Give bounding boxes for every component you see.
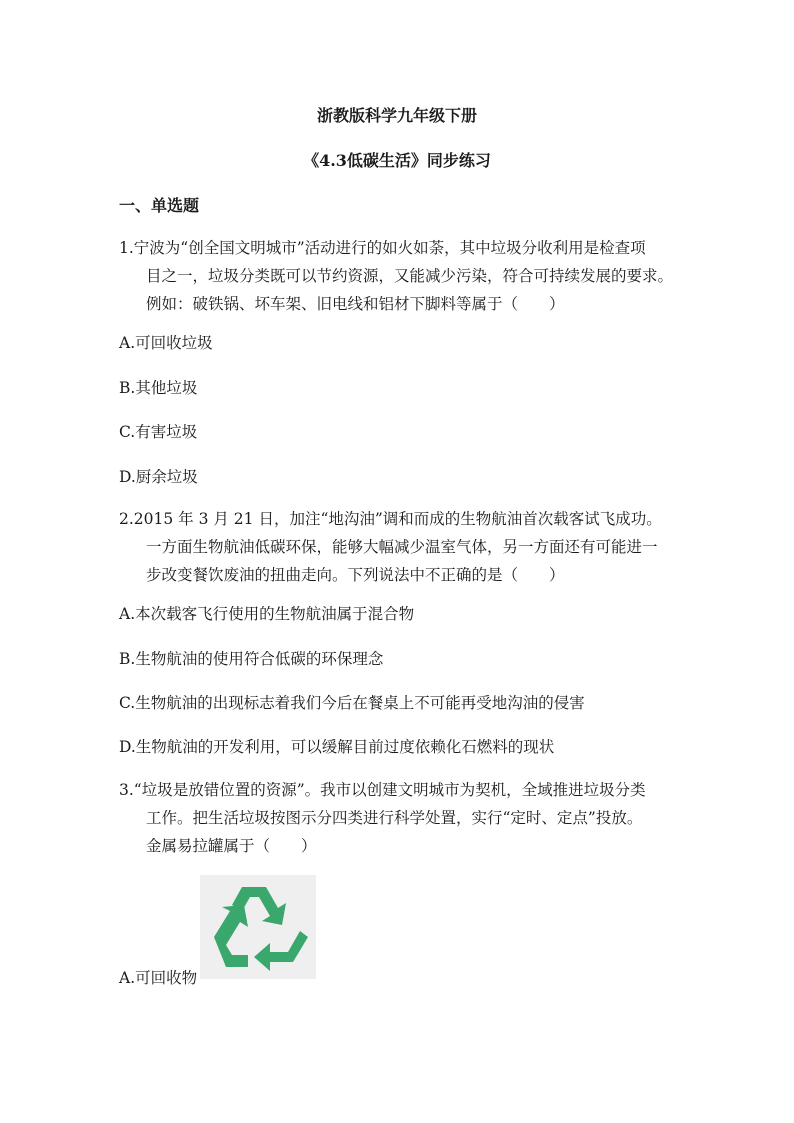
- question-2-option-b: B.生物航油的使用符合低碳的环保理念: [119, 650, 384, 668]
- recycle-arrows: [214, 887, 308, 971]
- question-1-option-a: A.可回收垃圾: [119, 334, 213, 352]
- recycle-icon: [200, 875, 316, 979]
- question-3-line-3: 金属易拉罐属于（ ）: [146, 837, 317, 855]
- question-3-option-a: A.可回收物: [119, 969, 198, 987]
- question-1-line-3: 例如：破铁锅、坏车架、旧电线和铝材下脚料等属于（ ）: [146, 295, 565, 313]
- question-2-option-a: A.本次载客飞行使用的生物航油属于混合物: [119, 605, 415, 623]
- document-title: 浙教版科学九年级下册: [316, 106, 477, 125]
- question-1-line-2: 目之一，垃圾分类既可以节约资源，又能减少污染，符合可持续发展的要求。: [146, 267, 674, 285]
- question-1-option-b: B.其他垃圾: [119, 379, 198, 397]
- question-1-option-d: D.厨余垃圾: [119, 468, 198, 486]
- question-2-option-c: C.生物航油的出现标志着我们今后在餐桌上不可能再受地沟油的侵害: [119, 694, 585, 712]
- question-2-option-d: D.生物航油的开发利用，可以缓解目前过度依赖化石燃料的现状: [119, 738, 555, 756]
- question-1: [119, 234, 699, 318]
- question-3-line-1: 3.“垃圾是放错位置的资源”。我市以创建文明城市为契机，全域推进垃圾分类: [119, 781, 646, 799]
- question-3: [119, 776, 699, 860]
- question-1-option-c: C.有害垃圾: [119, 423, 198, 441]
- document-subtitle: 《4.3低碳生活》同步练习: [303, 151, 491, 170]
- recycle-image: [200, 875, 316, 979]
- question-2-line-1: 2.2015 年 3 月 21 日，加注“地沟油”调和而成的生物航油首次载客试飞成功。: [119, 510, 662, 528]
- question-3-line-2: 工作。把生活垃圾按图示分四类进行科学处置，实行“定时、定点”投放。: [146, 809, 643, 827]
- question-2-line-3: 步改变餐饮废油的扭曲走向。下列说法中不正确的是（ ）: [146, 566, 565, 584]
- section-title: 一、单选题: [119, 196, 200, 215]
- question-1-line-1: 1.宁波为“创全国文明城市”活动进行的如火如荼，其中垃圾分收利用是检查项: [119, 239, 646, 257]
- question-2-line-2: 一方面生物航油低碳环保，能够大幅减少温室气体，另一方面还有可能进一: [146, 538, 658, 556]
- question-2: [119, 505, 699, 589]
